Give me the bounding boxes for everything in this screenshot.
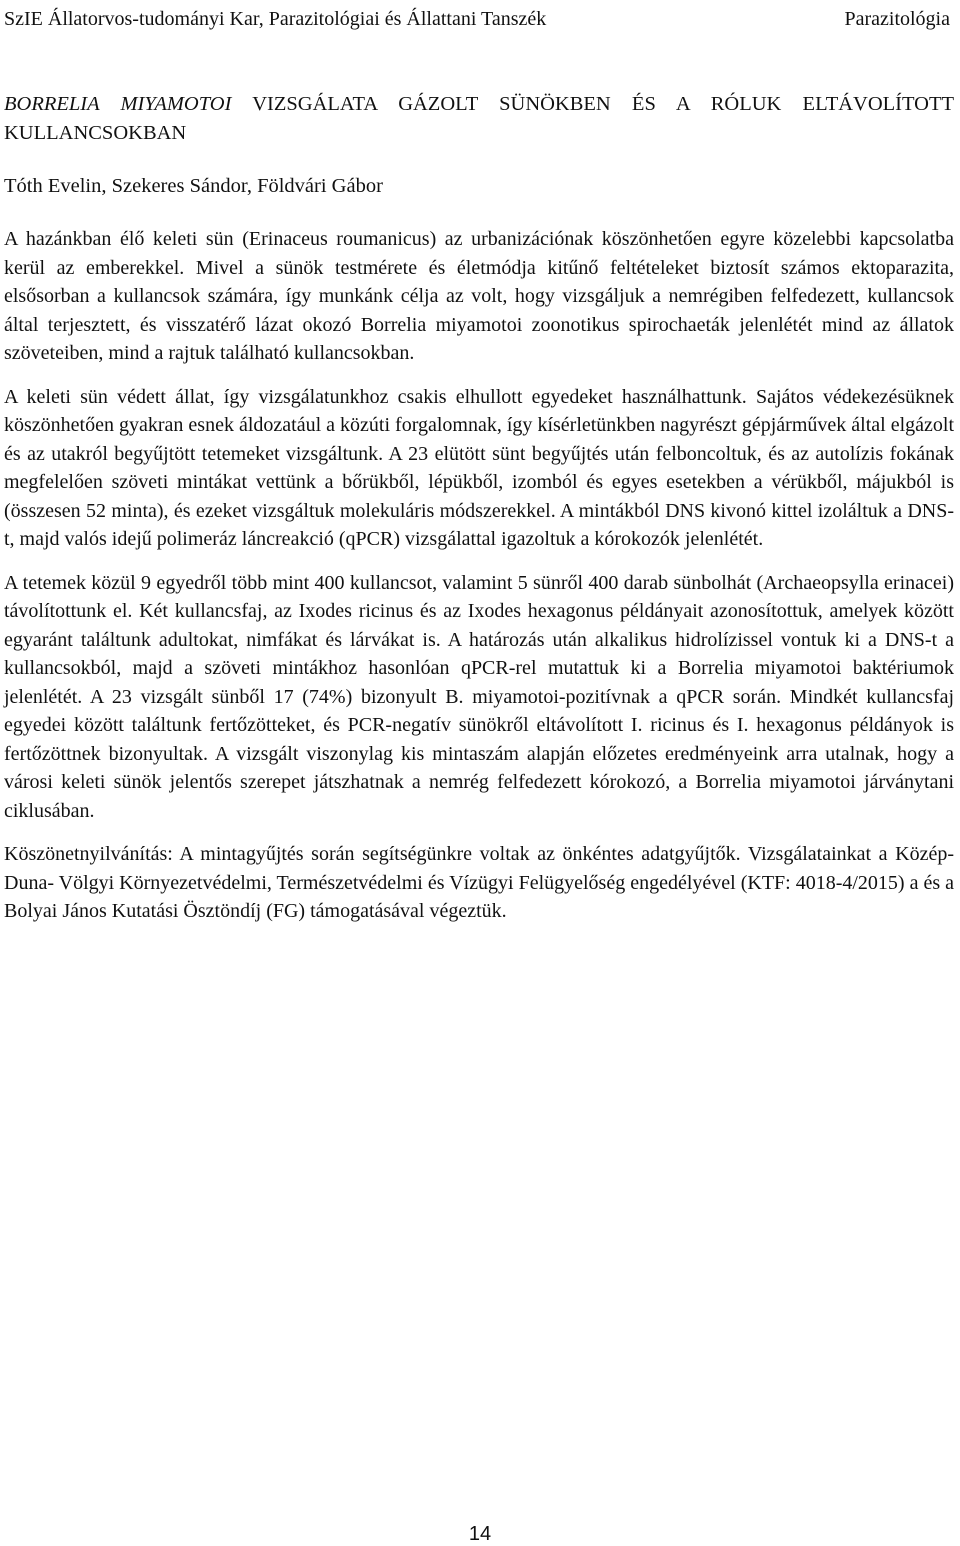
paragraph-results: A tetemek közül 9 egyedről több mint 400 kullancsot, valamint 5 sünről 400 darab sünbolhát (Archaeopsylla erinacei) távolítottunk el. Két kullancsfaj, az Ixodes ricinus és az Ixodes hexagonus példányait azonosítottuk, amelyek között egyaránt találtunk adultokat, nimfákat és lárvákat is. A határozás után alkalikus hidrolízissel vontuk ki a DNS-t a kullancsokból, majd a szöveti mintákhoz hasonlóan qPCR-rel mutattuk ki a Borrelia miyamotoi baktériumok jelenlétét. A 23 vizsgált sünből 17 (74%) bizonyult B. miyamotoi-pozitívnak a qPCR során. Mindkét kullancsfaj egyedei között találtunk fertőzötteket, és PCR-negatív sünökről eltávolított I. ricinus és I. hexagonus példányok is fertőzöttnek bizonyultak. A vizsgált viszonylag kis mintaszám alapján előzetes eredményeink arra utalnak, hogy a városi keleti sünök jelentős szerepet játszhatnak a nemrég felfedezett kórokozó, a Borrelia miyamotoi járványtani ciklusában. xyxy=(4,571,954,822)
running-header xyxy=(4,6,950,34)
article-body xyxy=(4,90,954,926)
header-institution: SzIE Állatorvos-tudományi Kar, Parazitológiai és Állattani Tanszék xyxy=(4,8,547,30)
paragraph-methods: A keleti sün védett állat, így vizsgálatunkhoz csakis elhullott egyedeket használhattunk. Sajátos védekezésüknek köszönhetően gyakran esnek áldozatául a közúti forgalomnak, így kísérletünkben nagyrészt gépjárművek által elgázolt és az utakról begyűjtött tetemeket vizsgáltunk. A 23 elütött sünt begyűjtés után felboncoltuk, és az autolízis fokának megfelelően szöveti mintákat vettünk a bőrükből, lépükből, izomból és egyes esetekben a vérükből, májukból is (összesen 52 minta), és ezeket vizsgáltuk molekuláris módszerekkel. A mintákból DNS kivonó kittel izoláltuk a DNS-t, majd valós idejű polimeráz láncreakció (qPCR) vizsgálattal igazoltuk a kórokozók jelenlétét. xyxy=(4,385,954,550)
page-number: 14 xyxy=(468,1523,492,1545)
author-list: Tóth Evelin, Szekeres Sándor, Földvári Gábor xyxy=(4,175,383,197)
article-title xyxy=(4,90,954,148)
paragraph-introduction: A hazánkban élő keleti sün (Erinaceus roumanicus) az urbanizációnak köszönhetően egyre közelebbi kapcsolatba kerül az emberekkel. Mivel a sünök testmérete és életmódja kitűnő feltételeket biztosít számos ektoparazita, elsősorban a kullancsok számára, így munkánk célja az volt, hogy vizsgáljuk a nemrégiben felfedezett, kullancsok által terjesztett, és visszatérő lázat okozó Borrelia miyamotoi zoonotikus spirochaeták jelenlétét mind az állatok szöveteiben, mind a rajtuk található kullancsokban. xyxy=(4,228,954,364)
header-subject: Parazitológia xyxy=(844,8,950,30)
title-species: BORRELIA MIYAMOTOI xyxy=(4,93,232,115)
paragraph-acknowledgements: Köszönetnyilvánítás: A mintagyűjtés során segítségünkre voltak az önkéntes adatgyűjtők. Vizsgálatainkat a Közép- Duna- Völgyi Környezetvédelmi, Természetvédelmi és Vízügyi Felügyelőség engedélyével (KTF: 4018-4/2015) a és a Bolyai János Kutatási Ösztöndíj (FG) támogatásával végeztük. xyxy=(4,843,955,922)
title-rest: VIZSGÁLATA GÁZOLT SÜNÖKBEN ÉS A RÓLUK ELTÁVOLÍTOTT KULLANCSOKBAN xyxy=(4,93,954,144)
